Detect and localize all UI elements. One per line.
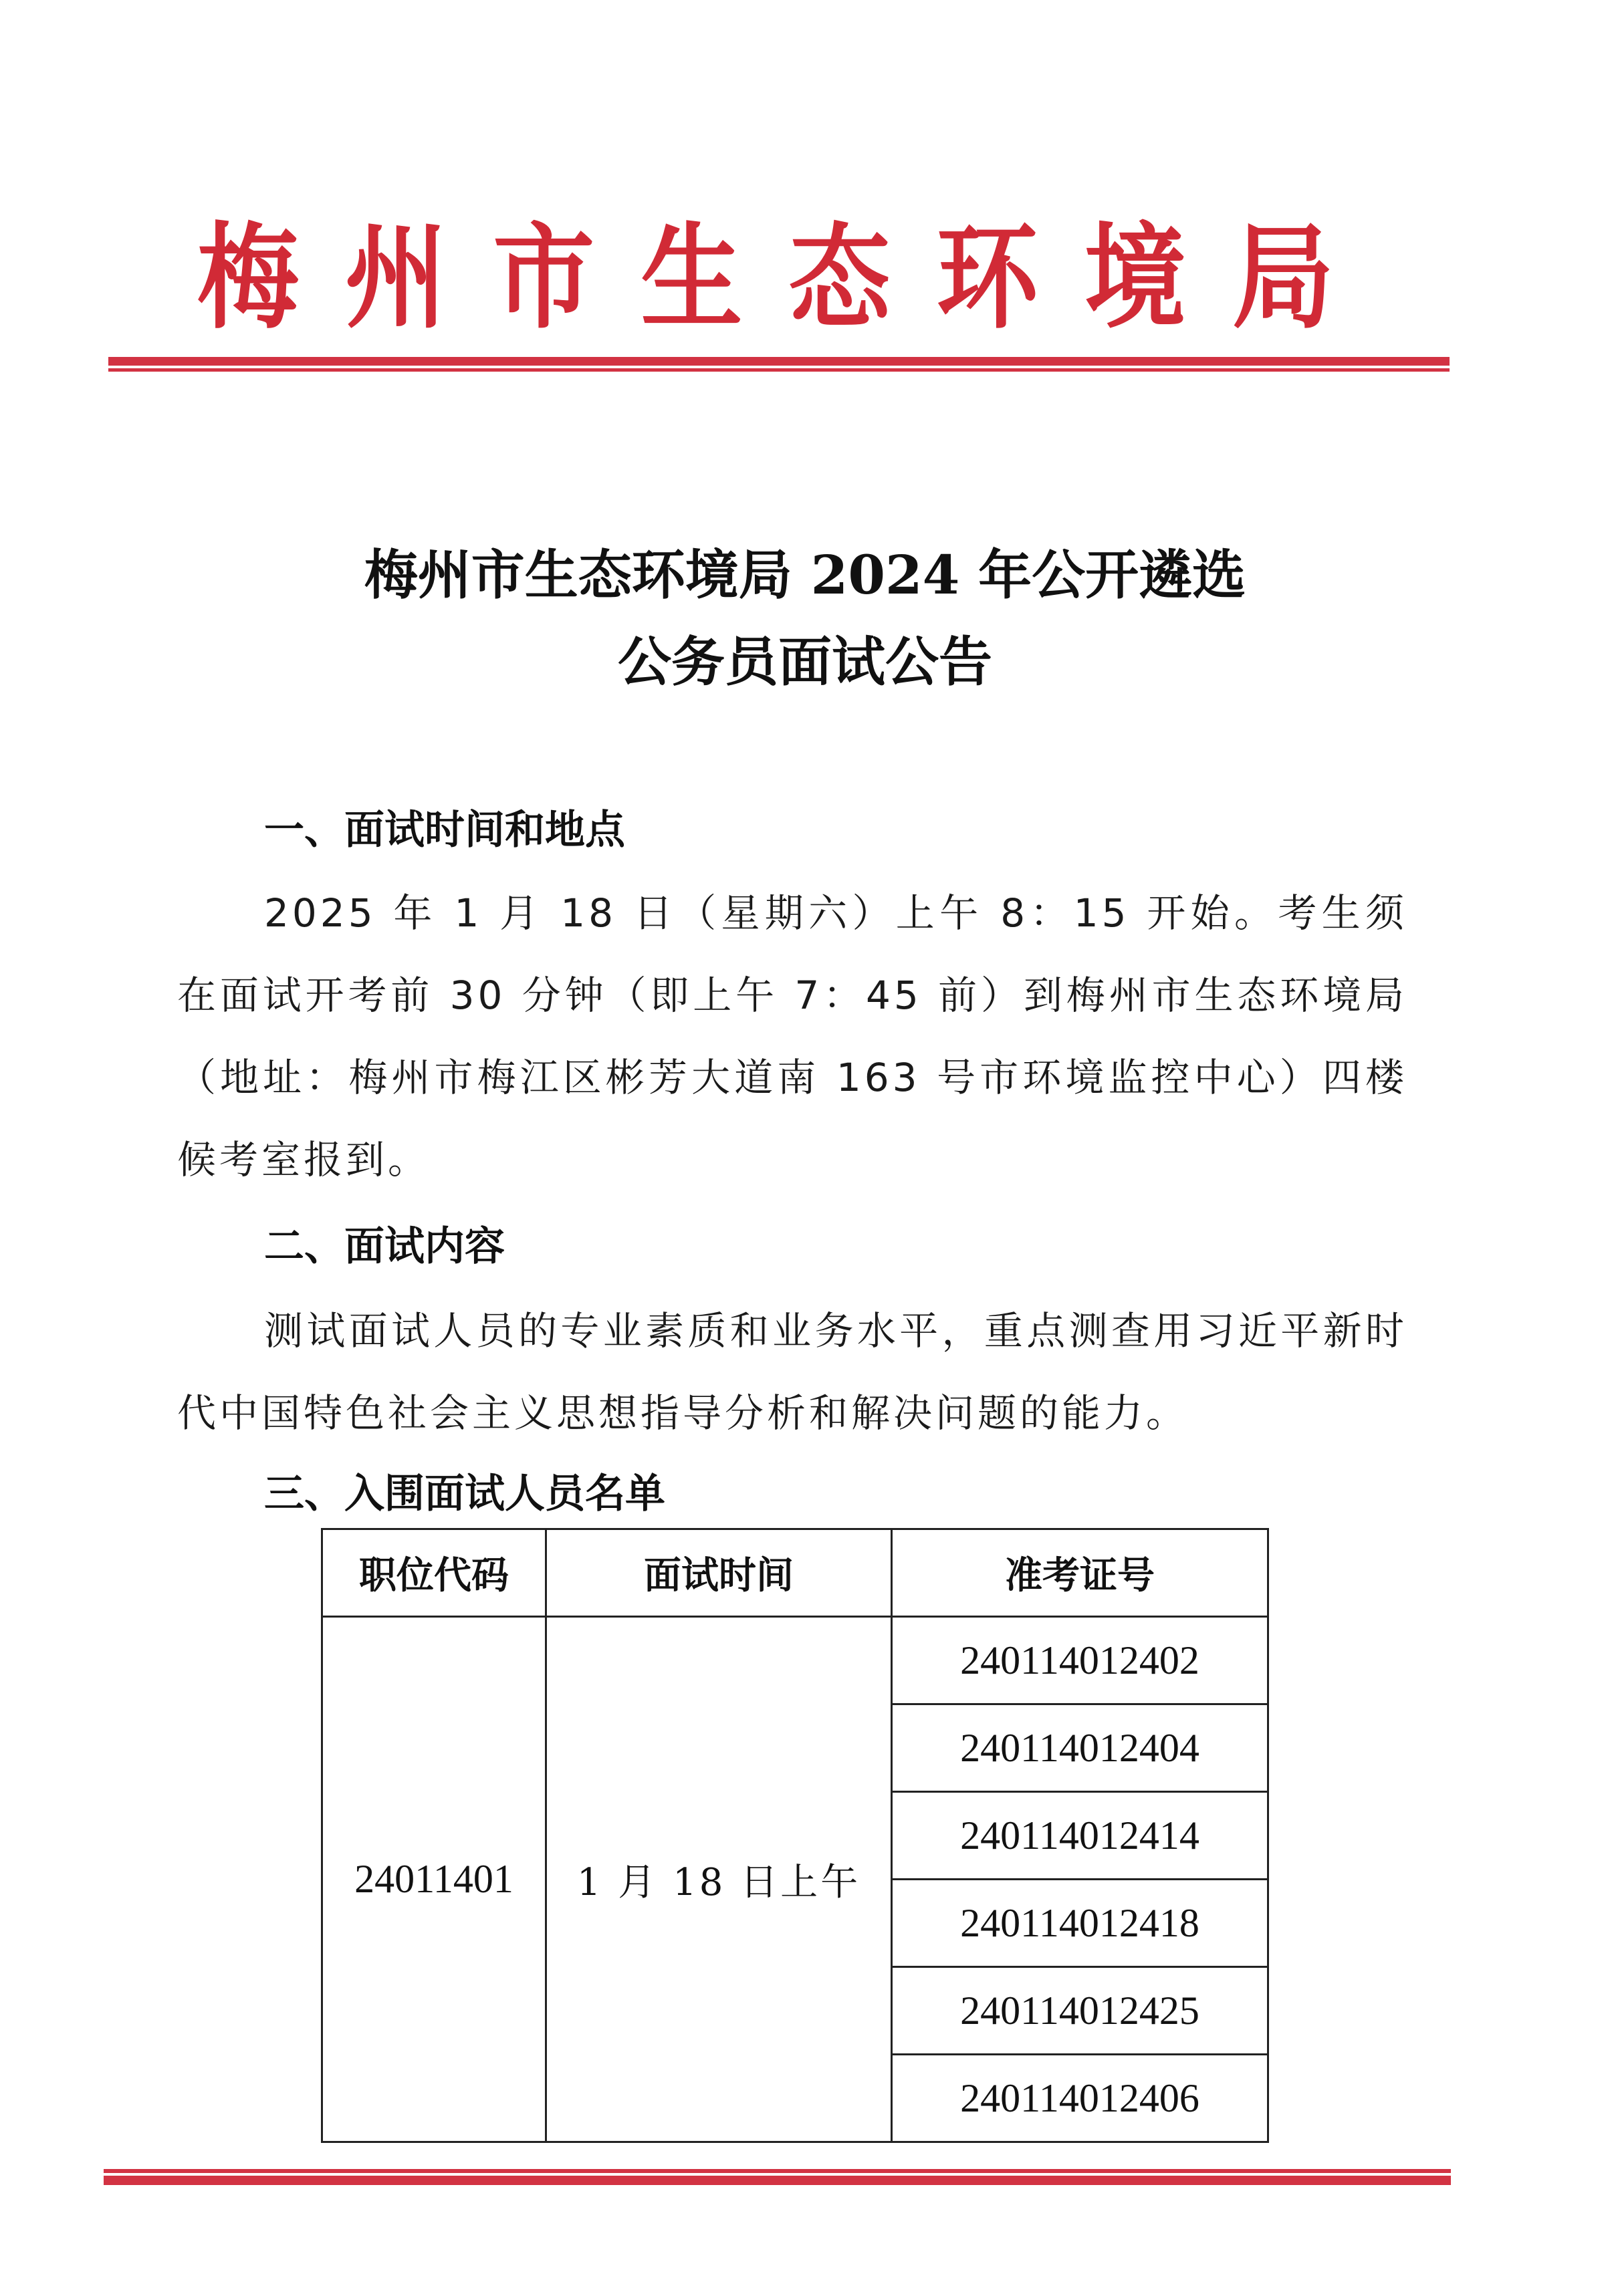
document-title-line2: 公务员面试公告 [618, 630, 992, 693]
cell-admission-number: 240114012402 [892, 1617, 1268, 1704]
section-heading-time-location: 一、面试时间和地点 [264, 807, 625, 854]
table-row [322, 1617, 1268, 1704]
section-heading-candidate-list: 三、入围面试人员名单 [264, 1471, 665, 1517]
section-paragraph-time-location: 2025 年 1 月 18 日（星期六）上午 8：15 开始。考生须在面试开考前 30 分钟（即上午 7：45 前）到梅州市生态环境局（地址：梅州市梅江区彬芳大道南 163 号市环境监控中心）四楼候考室报到。 [177, 890, 1407, 1182]
header-interview-time: 面试时间 [546, 1529, 892, 1617]
letterhead-char: 梅 [197, 210, 299, 344]
cell-admission-number: 240114012425 [892, 1967, 1268, 2055]
header-admission-number: 准考证号 [892, 1529, 1268, 1617]
letterhead-char: 态 [788, 210, 891, 344]
footer-red-rule [104, 2169, 1451, 2185]
letterhead-red-rule [108, 357, 1450, 372]
section-paragraph-content: 测试面试人员的专业素质和业务水平，重点测查用习近平新时代中国特色社会主义思想指导分析和解决问题的能力。 [177, 1308, 1407, 1436]
cell-position-code: 24011401 [322, 1617, 546, 2142]
cell-admission-number: 240114012418 [892, 1880, 1268, 1967]
cell-interview-time: 1 月 18 日上午 [546, 1617, 892, 2142]
letterhead-char: 境 [1084, 210, 1186, 344]
header-position-code: 职位代码 [322, 1529, 546, 1617]
cell-admission-number: 240114012404 [892, 1704, 1268, 1792]
letterhead-char: 州 [345, 210, 447, 344]
letterhead-char: 局 [1232, 210, 1334, 344]
section-heading-content: 二、面试内容 [264, 1223, 505, 1270]
cell-admission-number: 240114012406 [892, 2055, 1268, 2142]
letterhead-org-name [197, 210, 1334, 344]
cell-admission-number: 240114012414 [892, 1792, 1268, 1880]
table-header-row [322, 1529, 1268, 1617]
candidate-table [321, 1528, 1269, 2143]
document-title-line1: 梅州市生态环境局 2024 年公开遴选 [364, 543, 1246, 606]
letterhead-char: 市 [493, 210, 595, 344]
letterhead-char: 环 [936, 210, 1038, 344]
letterhead-char: 生 [641, 210, 743, 344]
